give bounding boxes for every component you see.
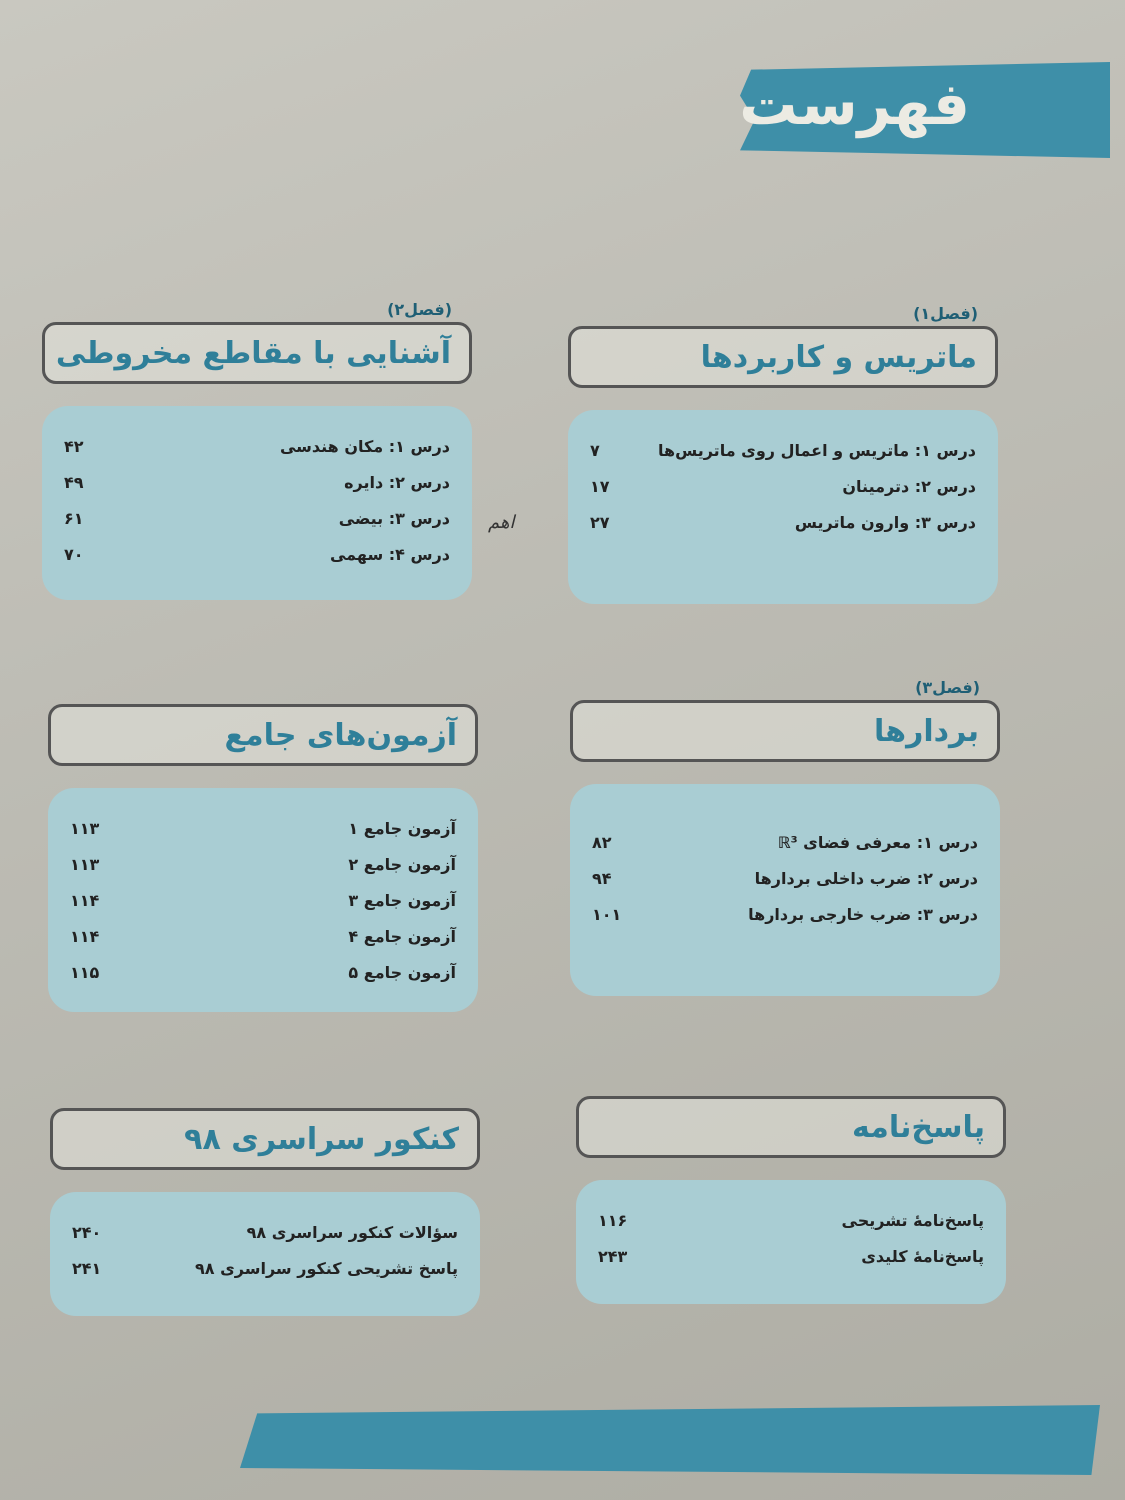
section-header: [48, 704, 478, 766]
section-heading: کنکور سراسری ۹۸: [184, 1121, 459, 1157]
section-chapter-3: [570, 678, 1000, 996]
list-item[interactable]: [64, 536, 450, 572]
handwritten-note: اهم: [488, 512, 515, 533]
list-item[interactable]: [592, 824, 978, 860]
page-number: ۴۹: [64, 472, 84, 492]
lesson-title: درس ۱: ماتریس و اعمال روی ماتریس‌ها: [658, 440, 976, 460]
list-item[interactable]: [64, 428, 450, 464]
section-heading: ماتریس و کاربردها: [700, 339, 977, 375]
section-konkur-98: [50, 1108, 480, 1316]
page-number: ۸۲: [592, 832, 612, 852]
page-number: ۴۲: [64, 436, 84, 456]
lesson-title: درس ۳: ضرب خارجی بردارها: [748, 904, 978, 924]
lesson-list: [48, 788, 478, 1012]
page-number: ۷: [590, 440, 600, 460]
page-number: ۷۰: [64, 544, 84, 564]
section-header: [570, 700, 1000, 762]
page-number: ۱۱۴: [70, 890, 100, 910]
lesson-title: درس ۴: سهمی: [329, 544, 450, 564]
page-number: ۲۴۳: [598, 1246, 628, 1266]
section-heading: پاسخ‌نامه: [852, 1109, 985, 1145]
lesson-title: درس ۱: معرفی فضای ℝ³: [777, 832, 978, 852]
page-number: ۲۷: [590, 512, 610, 532]
lesson-list: [42, 406, 472, 600]
list-item[interactable]: [70, 846, 456, 882]
page-number: ۱۱۳: [70, 854, 100, 874]
list-item[interactable]: [590, 432, 976, 468]
lesson-title: پاسخ‌نامهٔ کلیدی: [861, 1246, 984, 1266]
list-item[interactable]: [72, 1214, 458, 1250]
page-number: ۱۱۶: [598, 1210, 628, 1230]
list-item[interactable]: [64, 500, 450, 536]
chapter-tag: (فصل۳): [915, 678, 980, 697]
section-heading: آشنایی با مقاطع مخروطی: [55, 335, 451, 371]
lesson-title: آزمون جامع ۳: [348, 890, 456, 910]
page-number: ۲۴۱: [72, 1258, 102, 1278]
page-number: ۹۴: [592, 868, 612, 888]
section-header: [568, 326, 998, 388]
list-item[interactable]: [598, 1202, 984, 1238]
page-number: ۱۰۱: [592, 904, 622, 924]
lesson-title: درس ۲: ضرب داخلی بردارها: [754, 868, 978, 888]
list-item[interactable]: [592, 860, 978, 896]
lesson-title: پاسخ تشریحی کنکور سراسری ۹۸: [195, 1258, 458, 1278]
chapter-tag: (فصل۱): [913, 304, 978, 323]
lesson-title: آزمون جامع ۱: [348, 818, 456, 838]
lesson-list: [568, 410, 998, 604]
lesson-title: سؤالات کنکور سراسری ۹۸: [246, 1222, 458, 1242]
list-item[interactable]: [590, 504, 976, 540]
section-header: [42, 322, 472, 384]
section-heading: بردارها: [874, 713, 979, 749]
page-number: ۱۱۵: [70, 962, 100, 982]
chapter-tag: (فصل۲): [387, 300, 452, 319]
lesson-title: آزمون جامع ۵: [348, 962, 456, 982]
lesson-title: درس ۱: مکان هندسی: [279, 436, 450, 456]
list-item[interactable]: [64, 464, 450, 500]
page-number: ۱۷: [590, 476, 610, 496]
lesson-list: [50, 1192, 480, 1316]
footer-band: [240, 1405, 1100, 1475]
list-item[interactable]: [70, 954, 456, 990]
lesson-title: درس ۲: دایره: [344, 472, 450, 492]
section-header: [576, 1096, 1006, 1158]
page-number: ۶۱: [64, 508, 84, 528]
section-heading: آزمون‌های جامع: [224, 717, 457, 753]
list-item[interactable]: [70, 882, 456, 918]
section-answer-sheet: [576, 1096, 1006, 1304]
lesson-title: آزمون جامع ۲: [348, 854, 456, 874]
list-item[interactable]: [70, 918, 456, 954]
list-item[interactable]: [72, 1250, 458, 1286]
list-item[interactable]: [598, 1238, 984, 1274]
lesson-title: درس ۳: وارون ماتریس: [794, 512, 976, 532]
list-item[interactable]: [592, 896, 978, 932]
section-chapter-2: [42, 300, 472, 600]
section-comprehensive-tests: [48, 704, 478, 1012]
lesson-title: درس ۲: دترمینان: [842, 476, 976, 496]
lesson-list: [570, 784, 1000, 996]
page-number: ۱۱۴: [70, 926, 100, 946]
page-number: ۲۴۰: [72, 1222, 102, 1242]
list-item[interactable]: [590, 468, 976, 504]
list-item[interactable]: [70, 810, 456, 846]
lesson-list: [576, 1180, 1006, 1304]
page-number: ۱۱۳: [70, 818, 100, 838]
lesson-title: آزمون جامع ۴: [348, 926, 456, 946]
lesson-title: درس ۳: بیضی: [338, 508, 450, 528]
section-header: [50, 1108, 480, 1170]
lesson-title: پاسخ‌نامهٔ تشریحی: [841, 1210, 984, 1230]
section-chapter-1: [568, 304, 998, 604]
page-title: فهرست: [739, 70, 970, 138]
